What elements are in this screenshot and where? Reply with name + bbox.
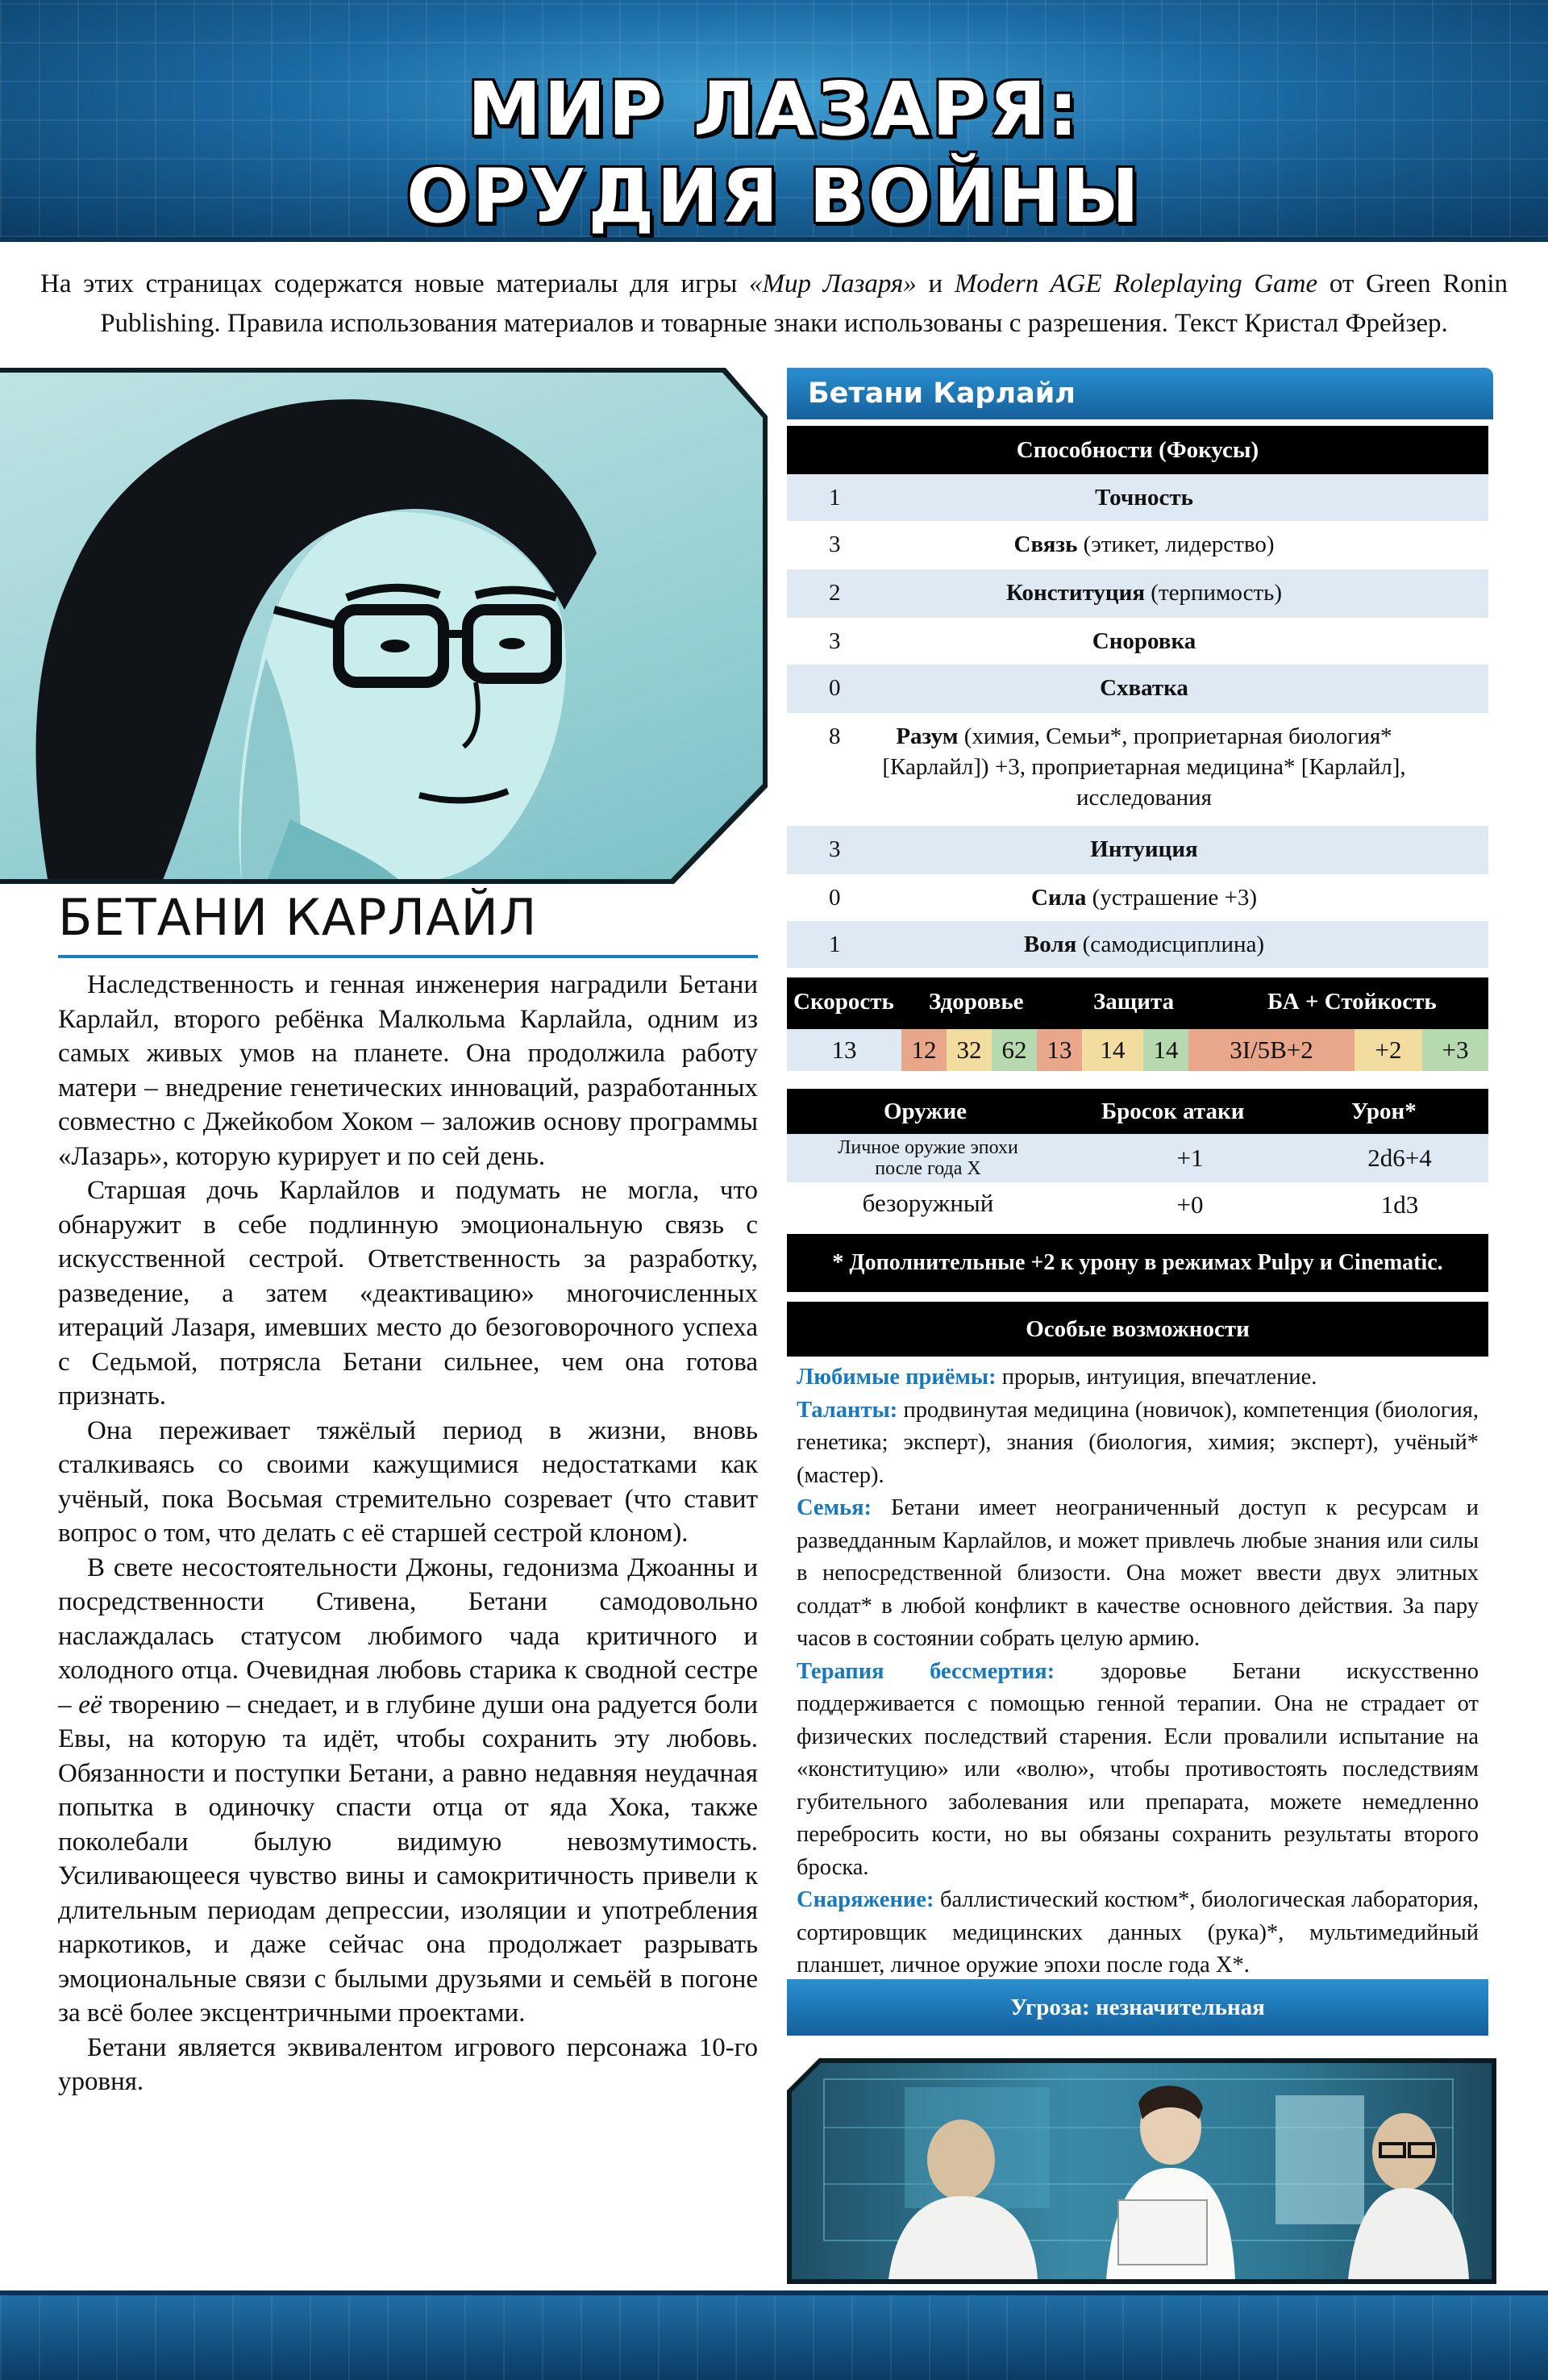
weapon-attack: +1 bbox=[1176, 1144, 1204, 1172]
stats-values bbox=[787, 1029, 1488, 1071]
weapons-header bbox=[787, 1089, 1488, 1134]
footer-banner bbox=[0, 2290, 1548, 2380]
intro-part3: от Green Ronin Publishing. Правила использования материалов и товарные знаки использованы с разрешения. Текст Кристал Фрейзер. bbox=[100, 269, 1508, 338]
lab-art bbox=[792, 2063, 1492, 2279]
health-value: 32 bbox=[947, 1029, 992, 1071]
ability-row: 2 Конституция (терпимость) bbox=[787, 569, 1488, 618]
ba-value: 3I/5B+2 bbox=[1188, 1029, 1354, 1071]
bio-paragraph-1: Наследственность и генная инженерия наградили Бетани Карлайл, второго ребёнка Малкольма Карлайла, одним из самых живых умов на планете. Она продолжила работу матери – внедрение генетических инноваций, разработанных совместно с Джейкобом Хоком – заложив основу программы «Лазарь», которую курирует и по сей день. bbox=[58, 970, 758, 1171]
heading-rule bbox=[58, 955, 758, 958]
bio-paragraph-2: Старшая дочь Карлайлов и подумать не могла, что обнаружит в себе подлинную эмоциональную связь с искусственной сестрой. Ответственность за разработку, разведение, а затем «деактивацию» многочисленных итераций Лазаря, имевших место до безоговорочного успеха с Седьмой, потрясла Бетани сильнее, чем она готова признать. bbox=[58, 1176, 758, 1411]
intro-part1: На этих страницах содержатся новые материалы для игры bbox=[40, 269, 749, 298]
portrait-illustration bbox=[0, 368, 768, 884]
toughness-value: +3 bbox=[1422, 1029, 1488, 1071]
weapon-attack: +0 bbox=[1176, 1190, 1204, 1219]
ability-row: 3 Интуиция bbox=[787, 826, 1488, 874]
special-abilities bbox=[797, 1361, 1479, 1982]
damage-col-label: Урон* bbox=[1351, 1098, 1417, 1124]
weapon-col-label: Оружие bbox=[884, 1098, 968, 1124]
special-header: Особые возможности bbox=[787, 1302, 1488, 1357]
weapon-damage: 2d6+4 bbox=[1367, 1144, 1432, 1172]
lab-illustration bbox=[787, 2058, 1496, 2284]
intro-text bbox=[40, 265, 1508, 344]
intro-game1: «Мир Лазаря» bbox=[748, 269, 917, 298]
intro-game2: Modern AGE Roleplaying Game bbox=[954, 269, 1318, 298]
damage-note: * Дополнительные +2 к урону в режимах Pulpy и Cinematic. bbox=[787, 1234, 1488, 1292]
defense-value: 14 bbox=[1143, 1029, 1188, 1071]
ability-row: 0 Сила (устрашение +3) bbox=[829, 885, 1257, 911]
speed-label: Скорость bbox=[793, 989, 894, 1015]
health-value: 62 bbox=[992, 1029, 1037, 1071]
bio-paragraph-4: В свете несостоятельности Джоны, гедонизма Джоанны и посредственности Стивена, Бетани самодовольно наслаждалась статусом любимого чада критичного и холодного отца. Очевидная любовь старика к сводной сестре – её творению – снедает, и в глубине души она радуется боли Евы, на которую та идёт, чтобы сохранить эту любовь. Обязанности и поступки Бетани, а равно недавняя неудачная попытка в одиночку спасти отца от яда Хока, также поколебали былую видимую невозмутимость. Усиливающееся чувство вины и самокритичность привели к длительным периодам депрессии, изоляции и употребления наркотиков, и даже сейчас она продолжает разрывать эмоциональные связи с былыми друзьями и семьёй в погоне за всё более эксцентричными проектами. bbox=[58, 1553, 758, 2028]
weapon-damage: 1d3 bbox=[1380, 1190, 1419, 1219]
ability-row: 0 Схватка bbox=[787, 665, 1488, 713]
health-label: Здоровье bbox=[929, 989, 1024, 1015]
header-banner bbox=[0, 0, 1548, 242]
weapon-row bbox=[787, 1134, 1488, 1182]
ability-row: 3 Связь (этикет, лидерство) bbox=[829, 531, 1275, 557]
ability-row: 8 Разум (химия, Семьи*, проприетарная биология* [Карлайл]) +3, проприетарная медицина* [Карлайл], исследования bbox=[829, 723, 1406, 811]
special-item: Любимые приёмы: прорыв, интуиция, впечатление. bbox=[797, 1365, 1317, 1390]
speed-value: 13 bbox=[787, 1029, 901, 1071]
health-value: 12 bbox=[901, 1029, 947, 1071]
bio-paragraph-5: Бетани является эквивалентом игрового персонажа 10-го уровня. bbox=[58, 2032, 758, 2096]
ability-row: 1 Точность bbox=[787, 474, 1488, 521]
special-item: Терапия бессмертия: здоровье Бетани искусственно поддерживается с помощью генной терапии. Она не страдает от физических последствий старения. Если провалили испытание на «конституцию» или «волю», чтобы противостоять последствиям губительного заболевания или препарата, можете немедленно перебросить кости, но вы обязаны сохранить результаты второго броска. bbox=[797, 1658, 1479, 1880]
ability-row: 3 Сноровка bbox=[829, 628, 1196, 654]
weapon-row bbox=[787, 1182, 1488, 1228]
special-item: Таланты: продвинутая медицина (новичок), компетенция (биология, генетика; эксперт), знания (биология, химия; эксперт), учёный* (мастер). bbox=[797, 1397, 1479, 1488]
weapon-name: Личное оружие эпохи после года X bbox=[838, 1137, 1018, 1179]
stats-header bbox=[787, 977, 1488, 1029]
special-item: Семья: Бетани имеет неограниченный доступ к ресурсам и разведданным Карлайлов, и может привлечь любые знания или силы в непосредственной близости. Она может ввести двух элитных солдат* в любой конфликт в качестве основного действия. За пару часов в состоянии собрать целую армию. bbox=[797, 1495, 1479, 1651]
defense-value: 13 bbox=[1037, 1029, 1082, 1071]
character-bio bbox=[58, 968, 758, 2099]
page-title-line1: МИР ЛАЗАРЯ: bbox=[467, 66, 1081, 152]
defense-label: Защита bbox=[1093, 989, 1175, 1015]
toughness-value: +2 bbox=[1354, 1029, 1422, 1071]
threat-level: Угроза: незначительная bbox=[787, 1979, 1488, 2036]
statblock-name: Бетани Карлайл bbox=[787, 368, 1493, 419]
defense-value: 14 bbox=[1082, 1029, 1143, 1071]
special-item: Снаряжение: баллистический костюм*, биологическая лаборатория, сортировщик медицинских данных (рука)*, мультимедийный планшет, личное оружие эпохи после года X*. bbox=[797, 1887, 1479, 1978]
ba-toughness-label: БА + Стойкость bbox=[1267, 989, 1437, 1015]
abilities-header: Способности (Фокусы) bbox=[787, 426, 1488, 474]
bio-paragraph-3: Она переживает тяжёлый период в жизни, вновь сталкиваясь со своими кажущимися недостатками как учёный, пока Восьмая стремительно созревает (что ставит вопрос о том, что делать с её старшей сестрой клоном). bbox=[58, 1415, 758, 1548]
portrait-art bbox=[0, 368, 768, 884]
weapon-name: безоружный bbox=[862, 1189, 994, 1217]
ability-row: 1 Воля (самодисциплина) bbox=[787, 921, 1488, 968]
character-heading: БЕТАНИ КАРЛАЙЛ bbox=[58, 888, 538, 947]
page-title-line2: ОРУДИЯ ВОЙНЫ bbox=[406, 153, 1142, 240]
intro-part2: и bbox=[916, 269, 955, 298]
attack-col-label: Бросок атаки bbox=[1101, 1098, 1245, 1124]
